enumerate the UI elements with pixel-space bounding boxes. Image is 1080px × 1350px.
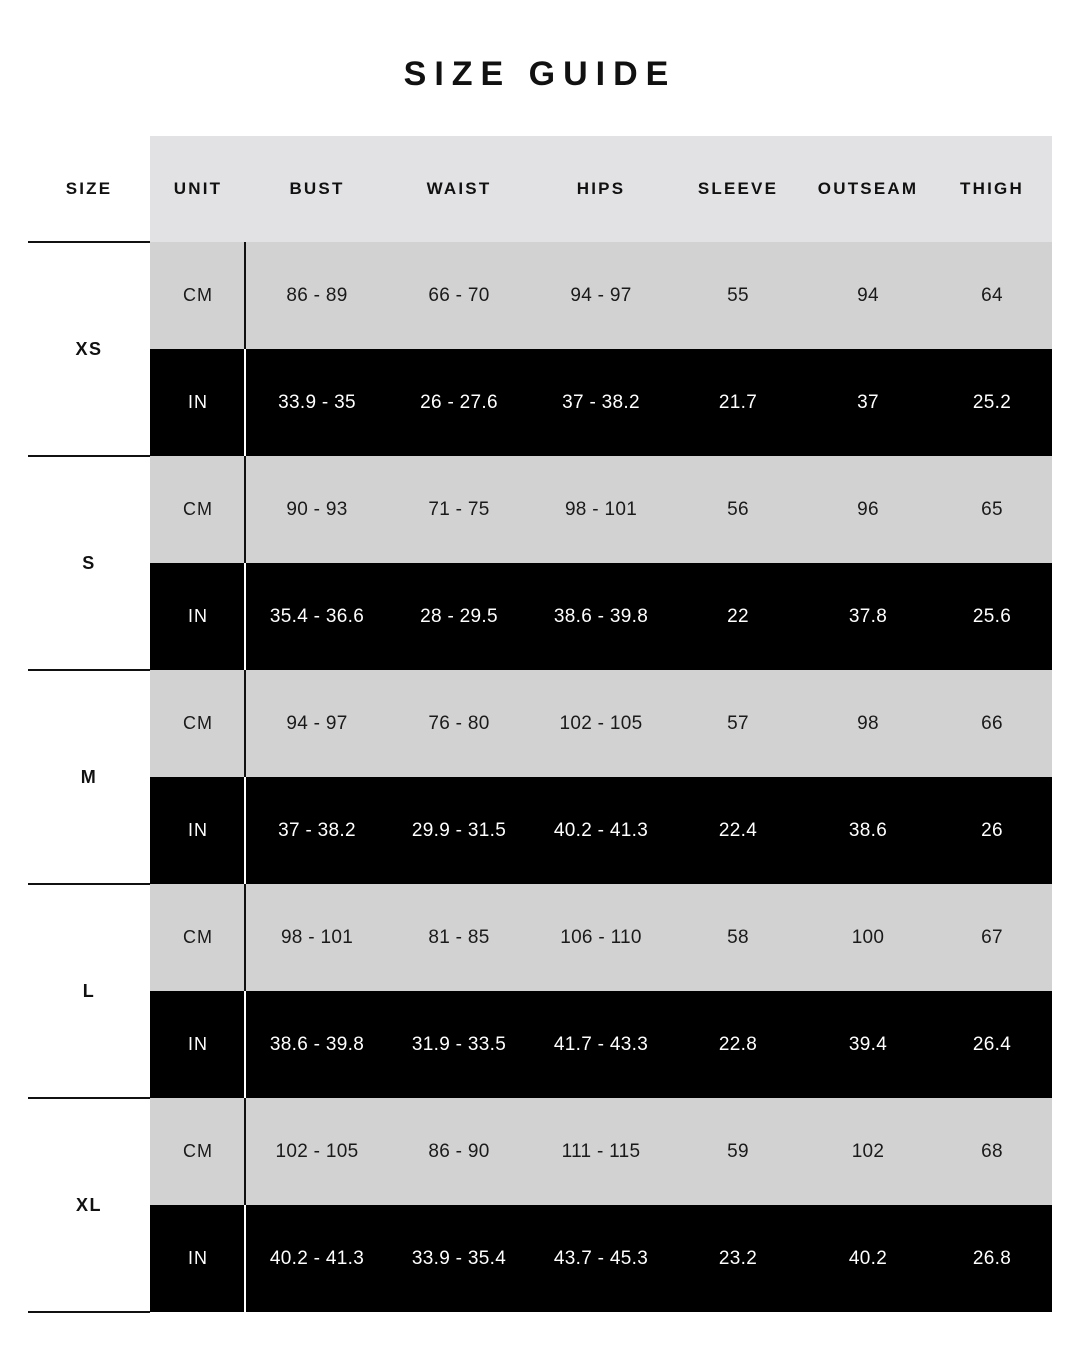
unit-cell: IN xyxy=(150,563,246,670)
unit-cell: IN xyxy=(150,991,246,1098)
hips-value: 111 - 115 xyxy=(530,1098,672,1205)
table-row xyxy=(28,1098,1052,1205)
sleeve-value: 59 xyxy=(672,1098,804,1205)
unit-cell: IN xyxy=(150,1205,246,1312)
unit-cell: CM xyxy=(150,456,246,563)
unit-cell: CM xyxy=(150,1098,246,1205)
sleeve-value: 58 xyxy=(672,884,804,991)
unit-cell: CM xyxy=(150,670,246,777)
bust-value: 37 - 38.2 xyxy=(246,777,388,884)
unit-cell: CM xyxy=(150,242,246,349)
waist-value: 66 - 70 xyxy=(388,242,530,349)
bust-value: 40.2 - 41.3 xyxy=(246,1205,388,1312)
hips-value: 37 - 38.2 xyxy=(530,349,672,456)
thigh-value: 25.6 xyxy=(932,563,1052,670)
thigh-value: 68 xyxy=(932,1098,1052,1205)
hips-value: 40.2 - 41.3 xyxy=(530,777,672,884)
column-header-hips: HIPS xyxy=(530,136,672,242)
waist-value: 81 - 85 xyxy=(388,884,530,991)
table-body xyxy=(28,242,1052,1312)
hips-value: 43.7 - 45.3 xyxy=(530,1205,672,1312)
hips-value: 94 - 97 xyxy=(530,242,672,349)
thigh-value: 26.4 xyxy=(932,991,1052,1098)
size-label-s: S xyxy=(28,456,150,670)
size-label-xl: XL xyxy=(28,1098,150,1312)
column-header-bust: BUST xyxy=(246,136,388,242)
table-row xyxy=(28,563,1052,670)
thigh-value: 67 xyxy=(932,884,1052,991)
sleeve-value: 21.7 xyxy=(672,349,804,456)
bust-value: 35.4 - 36.6 xyxy=(246,563,388,670)
column-header-sleeve: SLEEVE xyxy=(672,136,804,242)
waist-value: 86 - 90 xyxy=(388,1098,530,1205)
thigh-value: 26.8 xyxy=(932,1205,1052,1312)
hips-value: 38.6 - 39.8 xyxy=(530,563,672,670)
sleeve-value: 22 xyxy=(672,563,804,670)
column-header-thigh: THIGH xyxy=(932,136,1052,242)
thigh-value: 25.2 xyxy=(932,349,1052,456)
size-label-m: M xyxy=(28,670,150,884)
column-header-outseam: OUTSEAM xyxy=(804,136,932,242)
table-row xyxy=(28,670,1052,777)
bust-value: 102 - 105 xyxy=(246,1098,388,1205)
sleeve-value: 57 xyxy=(672,670,804,777)
outseam-value: 38.6 xyxy=(804,777,932,884)
bust-value: 94 - 97 xyxy=(246,670,388,777)
outseam-value: 100 xyxy=(804,884,932,991)
size-label-l: L xyxy=(28,884,150,1098)
hips-value: 106 - 110 xyxy=(530,884,672,991)
table-row xyxy=(28,349,1052,456)
sleeve-value: 23.2 xyxy=(672,1205,804,1312)
sleeve-value: 22.8 xyxy=(672,991,804,1098)
bust-value: 98 - 101 xyxy=(246,884,388,991)
size-guide-table xyxy=(28,136,1052,1313)
column-header-size: SIZE xyxy=(28,136,150,242)
outseam-value: 40.2 xyxy=(804,1205,932,1312)
unit-cell: IN xyxy=(150,349,246,456)
table-row xyxy=(28,777,1052,884)
table-row xyxy=(28,1205,1052,1312)
sleeve-value: 55 xyxy=(672,242,804,349)
outseam-value: 94 xyxy=(804,242,932,349)
table-row xyxy=(28,991,1052,1098)
table-row xyxy=(28,242,1052,349)
thigh-value: 64 xyxy=(932,242,1052,349)
bust-value: 33.9 - 35 xyxy=(246,349,388,456)
waist-value: 33.9 - 35.4 xyxy=(388,1205,530,1312)
bust-value: 90 - 93 xyxy=(246,456,388,563)
size-table-container xyxy=(28,136,1052,1313)
outseam-value: 37.8 xyxy=(804,563,932,670)
size-label-xs: XS xyxy=(28,242,150,456)
waist-value: 26 - 27.6 xyxy=(388,349,530,456)
outseam-value: 37 xyxy=(804,349,932,456)
bust-value: 86 - 89 xyxy=(246,242,388,349)
hips-value: 98 - 101 xyxy=(530,456,672,563)
outseam-value: 39.4 xyxy=(804,991,932,1098)
outseam-value: 102 xyxy=(804,1098,932,1205)
thigh-value: 65 xyxy=(932,456,1052,563)
table-row xyxy=(28,884,1052,991)
column-header-waist: WAIST xyxy=(388,136,530,242)
thigh-value: 26 xyxy=(932,777,1052,884)
outseam-value: 98 xyxy=(804,670,932,777)
sleeve-value: 22.4 xyxy=(672,777,804,884)
page-title: SIZE GUIDE xyxy=(403,55,677,93)
table-header xyxy=(28,136,1052,242)
waist-value: 76 - 80 xyxy=(388,670,530,777)
table-row xyxy=(28,456,1052,563)
column-header-unit: UNIT xyxy=(150,136,246,242)
hips-value: 102 - 105 xyxy=(530,670,672,777)
waist-value: 71 - 75 xyxy=(388,456,530,563)
hips-value: 41.7 - 43.3 xyxy=(530,991,672,1098)
thigh-value: 66 xyxy=(932,670,1052,777)
bust-value: 38.6 - 39.8 xyxy=(246,991,388,1098)
waist-value: 31.9 - 33.5 xyxy=(388,991,530,1098)
sleeve-value: 56 xyxy=(672,456,804,563)
unit-cell: CM xyxy=(150,884,246,991)
outseam-value: 96 xyxy=(804,456,932,563)
unit-cell: IN xyxy=(150,777,246,884)
table-header-row xyxy=(28,136,1052,242)
waist-value: 29.9 - 31.5 xyxy=(388,777,530,884)
waist-value: 28 - 29.5 xyxy=(388,563,530,670)
